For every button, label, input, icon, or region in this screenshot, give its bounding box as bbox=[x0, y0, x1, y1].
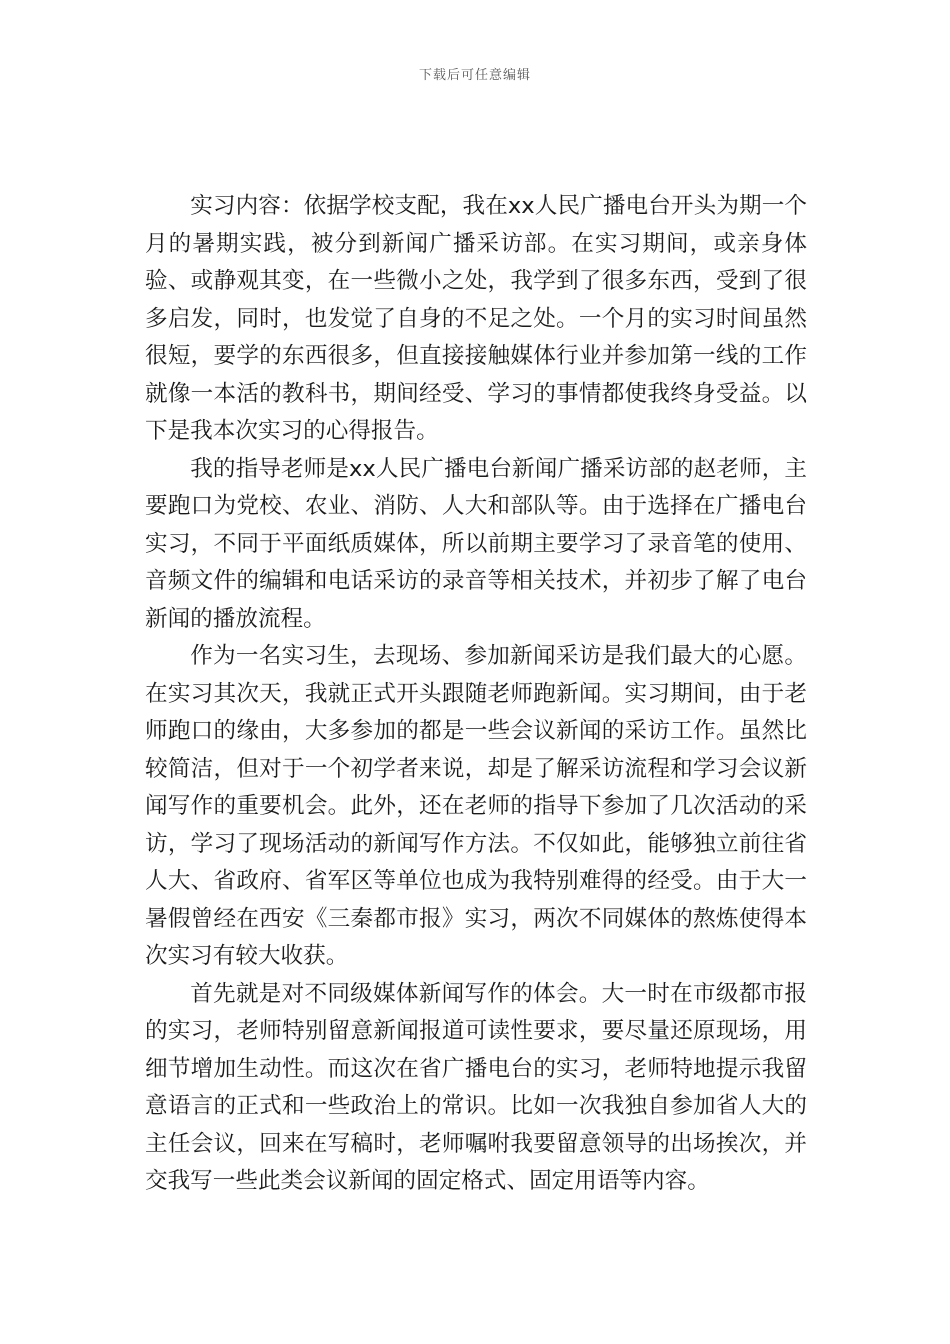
header-note: 下载后可任意编辑 bbox=[418, 68, 531, 83]
paragraph-field-interviews: 作为一名实习生，去现场、参加新闻采访是我们最大的心愿。在实习其次天，我就正式开头跟随老师跑新闻。实习期间，由于老师跑口的缘由，大多参加的都是一些会议新闻的采访工作。虽然比较简洁，但对于一个初学者来说，却是了解采访流程和学习会议新闻写作的重要机会。此外，还在老师的指导下参加了几次活动的采访，学习了现场活动的新闻写作方法。不仅如此，能够独立前往省人大、省政府、省军区等单位也成为我特别难得的经受。由于大一暑假曾经在西安《三秦都市报》实习，两次不同媒体的熬炼使得本次实习有较大收获。 bbox=[145, 643, 807, 969]
document-body bbox=[145, 188, 807, 1201]
paragraph-internship-content: 实习内容：依据学校支配，我在xx人民广播电台开头为期一个月的暑期实践，被分到新闻广播采访部。在实习期间，或亲身体验、或静观其变，在一些微小之处，我学到了很多东西，受到了很多启发，同时，也发觉了自身的不足之处。一个月的实习时间虽然很短，要学的东西很多，但直接接触媒体行业并参加第一线的工作就像一本活的教科书，期间经受、学习的事情都使我终身受益。以下是我本次实习的心得报告。 bbox=[145, 193, 807, 444]
paragraph-supervisor: 我的指导老师是xx人民广播电台新闻广播采访部的赵老师，主要跑口为党校、农业、消防、人大和部队等。由于选择在广播电台实习，不同于平面纸质媒体，所以前期主要学习了录音笔的使用、音频文件的编辑和电话采访的录音等相关技术，并初步了解了电台新闻的播放流程。 bbox=[145, 455, 807, 632]
paragraph-writing-experience: 首先就是对不同级媒体新闻写作的体会。大一时在市级都市报的实习，老师特别留意新闻报道可读性要求，要尽量还原现场，用细节增加生动性。而这次在省广播电台的实习，老师特地提示我留意语言的正式和一些政治上的常识。比如一次我独自参加省人大的主任会议，回来在写稿时，老师嘱咐我要留意领导的出场挨次，并交我写一些此类会议新闻的固定格式、固定用语等内容。 bbox=[145, 980, 807, 1194]
